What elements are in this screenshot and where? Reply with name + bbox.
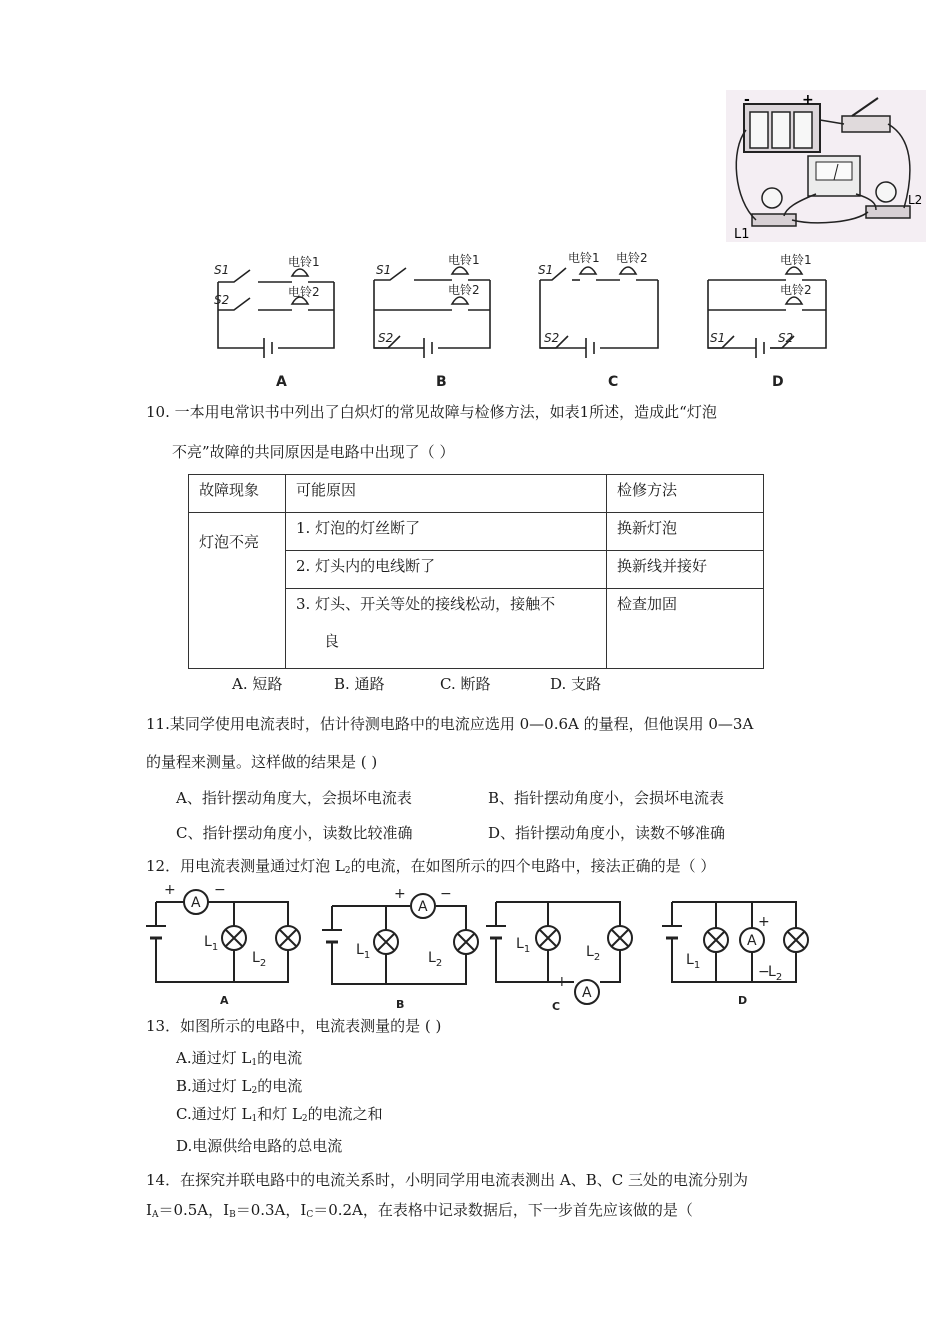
lc2: L xyxy=(586,944,594,960)
bell-circuit-a xyxy=(218,269,334,358)
q13b-sub: 2 xyxy=(251,1086,258,1096)
q10-option-b: B. 通路 xyxy=(334,675,385,693)
bell1-a: 电铃1 xyxy=(288,255,320,269)
minus-d: − xyxy=(758,964,770,980)
meter-c: A xyxy=(582,985,592,1001)
q10-stem-line2: 不亮”故障的共同原因是电路中出现了（ ） xyxy=(172,443,455,461)
q14-stem-line2 xyxy=(146,1200,693,1225)
la1: L xyxy=(204,934,212,950)
fix-3: 检查加固 xyxy=(607,589,764,669)
ld1-sub: 1 xyxy=(693,960,701,971)
bell1-c: 电铃1 xyxy=(568,251,600,265)
option-label-c: C xyxy=(608,374,619,390)
meter-d: A xyxy=(747,933,757,949)
q13c-3: 的电流之和 xyxy=(307,1105,383,1123)
q11-option-b: B、指针摆动角度小，会损坏电流表 xyxy=(488,789,725,807)
svg-text:L1 xyxy=(686,952,700,971)
plus-a: + xyxy=(164,882,176,898)
s1-b: S1 xyxy=(376,263,392,277)
bell-circuits xyxy=(200,244,850,394)
cause-3 xyxy=(286,589,607,669)
meter-b: A xyxy=(418,899,428,915)
ammeter-circuits xyxy=(146,880,826,1014)
q14-stem-line1: 14．在探究并联电路中的电流关系时，小明同学用电流表测出 A、B、C 三处的电流分别为 xyxy=(146,1171,748,1189)
q14-i2: ＝0.5A，I xyxy=(158,1201,230,1219)
symptom-cell: 灯泡不亮 xyxy=(189,513,286,669)
bell-circuit-d xyxy=(708,267,826,358)
s2-d: S2 xyxy=(778,331,794,345)
minus-label: - xyxy=(744,92,750,108)
ld1: L xyxy=(686,952,694,968)
q13a-sub: 1 xyxy=(251,1058,258,1068)
q14-i3: ＝0.3A，I xyxy=(235,1201,307,1219)
fix-2: 换新线并接好 xyxy=(607,551,764,589)
bell2-b: 电铃2 xyxy=(448,283,480,297)
plus-label: + xyxy=(802,92,814,108)
bell2-c: 电铃2 xyxy=(616,251,648,265)
s2-c: S2 xyxy=(544,331,560,345)
q13-option-a xyxy=(176,1048,302,1073)
q10-option-a: A. 短路 xyxy=(232,675,283,693)
circuit-label-d: D xyxy=(738,994,748,1007)
svg-text:L2 xyxy=(768,964,782,983)
ammeter-circuit-d xyxy=(662,902,808,982)
q13c-sub2: 2 xyxy=(301,1114,308,1124)
q14-sub-a: A xyxy=(151,1210,159,1220)
option-label-b: B xyxy=(436,374,447,390)
ld2-sub: 2 xyxy=(775,972,783,983)
q12-stem-sub: 2 xyxy=(344,866,351,876)
cause-3-line1: 3. 灯头、开关等处的接线松动，接触不 xyxy=(296,595,556,613)
q12-stem-post: 的电流，在如图所示的四个电路中，接法正确的是（ ） xyxy=(350,857,716,875)
s2-a: S2 xyxy=(214,293,230,307)
s1-a: S1 xyxy=(214,263,230,277)
q10-stem-line1: 10. 一本用电常识书中列出了白炽灯的常见故障与检修方法，如表1所述，造成此“灯泡 xyxy=(146,403,717,421)
la2-sub: 2 xyxy=(259,958,267,969)
circuit-label-c: C xyxy=(552,1000,561,1013)
lb2: L xyxy=(428,950,436,966)
lb2-sub: 2 xyxy=(435,958,443,969)
header-cause: 可能原因 xyxy=(286,475,607,513)
bell2-a: 电铃2 xyxy=(288,285,320,299)
ammeter-circuit-a xyxy=(146,890,300,982)
svg-text:L1 xyxy=(516,936,530,955)
svg-text:L1 xyxy=(204,934,218,953)
s1-d: S1 xyxy=(710,331,726,345)
q14-i1: I xyxy=(146,1201,152,1219)
circuit-label-a: A xyxy=(220,994,229,1007)
q11-option-d: D、指针摆动角度小，读数不够准确 xyxy=(488,824,726,842)
q13-option-c xyxy=(176,1104,383,1129)
cause-3-line2: 良 xyxy=(324,632,340,650)
q13-stem: 13．如图所示的电路中，电流表测量的是 ( ) xyxy=(146,1017,442,1035)
q13c-2: 和灯 L xyxy=(257,1105,302,1123)
la1-sub: 1 xyxy=(211,942,219,953)
circuit-photo xyxy=(726,90,926,242)
plus-d: + xyxy=(758,914,770,930)
minus-c: − xyxy=(602,974,614,990)
q13c-sub1: 1 xyxy=(251,1114,258,1124)
q13a-1: A.通过灯 L xyxy=(176,1049,252,1067)
circuit-label-b: B xyxy=(396,998,405,1011)
option-label-d: D xyxy=(772,374,784,390)
svg-text:L2 xyxy=(586,944,600,963)
ld2: L xyxy=(768,964,776,980)
q10-option-c: C. 断路 xyxy=(440,675,491,693)
q13a-2: 的电流 xyxy=(257,1049,303,1067)
svg-text:L2 xyxy=(252,950,266,969)
q13b-2: 的电流 xyxy=(257,1077,303,1095)
minus-a: − xyxy=(214,882,226,898)
q13c-1: C.通过灯 L xyxy=(176,1105,252,1123)
bell2-d: 电铃2 xyxy=(780,283,812,297)
header-fix: 检修方法 xyxy=(607,475,764,513)
fix-1: 换新灯泡 xyxy=(607,513,764,551)
q14-sub-b: B xyxy=(229,1210,236,1220)
meter-a: A xyxy=(191,895,201,911)
q13-option-b xyxy=(176,1076,302,1101)
lb1: L xyxy=(356,942,364,958)
q12-stem-pre: 12．用电流表测量通过灯泡 L xyxy=(146,857,345,875)
svg-text:L1 xyxy=(356,942,370,961)
s1-c: S1 xyxy=(538,263,554,277)
option-label-a: A xyxy=(276,374,287,390)
q11-option-a: A、指针摆动角度大，会损坏电流表 xyxy=(176,789,412,807)
q14-sub-c: C xyxy=(306,1210,314,1220)
lc2-sub: 2 xyxy=(593,952,601,963)
lc1: L xyxy=(516,936,524,952)
minus-b: − xyxy=(440,886,452,902)
lc1-sub: 1 xyxy=(523,944,531,955)
bell1-b: 电铃1 xyxy=(448,253,480,267)
q12-stem xyxy=(146,856,715,881)
bell1-d: 电铃1 xyxy=(780,253,812,267)
q13-option-d: D.电源供给电路的总电流 xyxy=(176,1137,343,1155)
q11-stem-line2: 的量程来测量。这样做的结果是 ( ) xyxy=(146,753,378,771)
plus-c: + xyxy=(556,974,568,990)
q14-i4: ＝0.2A，在表格中记录数据后，下一步首先应该做的是（ xyxy=(313,1201,693,1219)
plus-b: + xyxy=(394,886,406,902)
q10-option-d: D. 支路 xyxy=(550,675,602,693)
la2: L xyxy=(252,950,260,966)
q11-stem-line1: 11.某同学使用电流表时，估计待测电路中的电流应选用 0—0.6A 的量程，但他误用 0—3A xyxy=(146,715,754,733)
svg-text:L2 xyxy=(428,950,442,969)
cause-1: 1. 灯泡的灯丝断了 xyxy=(286,513,607,551)
l2-label: L2 xyxy=(908,193,923,207)
header-symptom: 故障现象 xyxy=(189,475,286,513)
lb1-sub: 1 xyxy=(363,950,371,961)
cause-2: 2. 灯头内的电线断了 xyxy=(286,551,607,589)
q11-option-c: C、指针摆动角度小，读数比较准确 xyxy=(176,824,413,842)
ammeter-circuit-b xyxy=(322,894,478,984)
l1-label: L1 xyxy=(734,227,750,242)
s2-b: S2 xyxy=(378,331,394,345)
q13b-1: B.通过灯 L xyxy=(176,1077,252,1095)
fault-table xyxy=(188,474,764,669)
